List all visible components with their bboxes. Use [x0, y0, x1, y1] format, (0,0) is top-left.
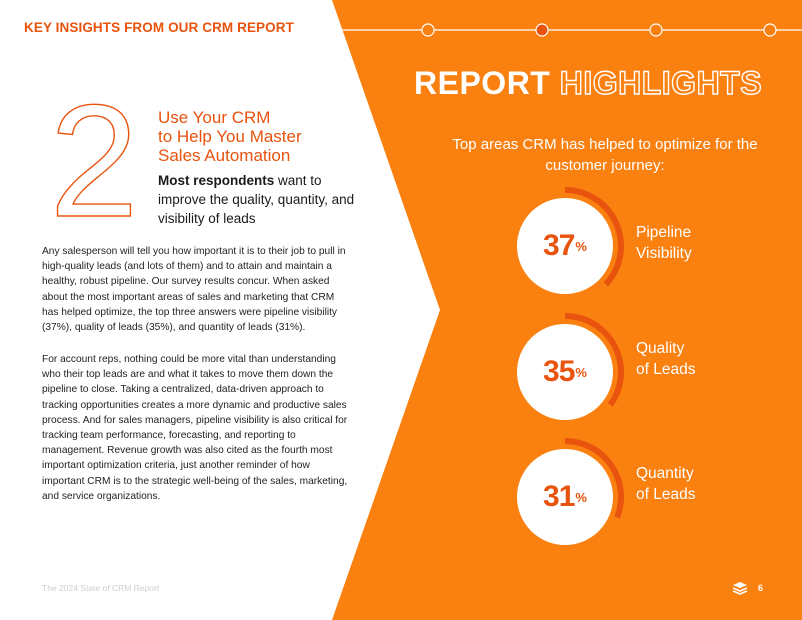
page-number: 6 [758, 583, 764, 593]
section-heading [158, 108, 358, 165]
stat-label-line: of Leads [636, 361, 696, 378]
svg-text:2: 2 [49, 90, 139, 230]
heading-line: Sales Automation [158, 146, 291, 165]
stat-circle [517, 324, 613, 420]
progress-dot-4 [764, 24, 776, 36]
title-solid: REPORT [414, 65, 551, 101]
stat-label-line: Quantity [636, 465, 694, 482]
heading-line: to Help You Master [158, 127, 302, 146]
section-subhead [158, 171, 358, 228]
highlights-subtitle: Top areas CRM has helped to optimize for the customer journey: [452, 136, 758, 174]
stat-label-line: of Leads [636, 486, 696, 503]
title-outline: HIGHLIGHTS [559, 65, 763, 101]
progress-dot-3 [650, 24, 662, 36]
stat-value: 35 [543, 355, 575, 388]
report-highlights-title [414, 65, 762, 102]
progress-indicator [330, 18, 802, 42]
header-title: KEY INSIGHTS FROM OUR CRM REPORT [24, 20, 294, 35]
stat-label-line: Pipeline [636, 224, 692, 241]
stat-pipeline-visibility [517, 198, 617, 298]
footer-report-name: The 2024 State of CRM Report [42, 583, 160, 593]
stat-label-line: Visibility [636, 245, 692, 262]
stat-quality-of-leads [517, 324, 617, 424]
section-number [36, 90, 156, 230]
body-paragraph-2: For account reps, nothing could be more vital than understanding who their top leads are and what it takes to move them down the pipeline to close. Taking a centralized, data-driven approach to tracking opportunities creates a more dynamic and productive sales process. And for sales managers, pipeline visibility is also critical for tracking team performance, forecasting, and reporting to management. Revenue growth was also cited as the fourth most important optimization criteria, just another reminder of how important CRM is to the strategic well-being of the sales, marketing, and service organizations. [42, 354, 348, 502]
subhead-bold: Most respondents [158, 173, 275, 188]
stat-circle [517, 449, 613, 545]
stat-value: 37 [543, 229, 575, 262]
heading-line: Use Your CRM [158, 108, 271, 127]
subhead-rest: want to improve the quality, quantity, and visibility of leads [158, 173, 355, 226]
stack-layers-icon [732, 581, 748, 595]
stat-unit: % [575, 489, 587, 505]
stat-label-pipeline-visibility [636, 222, 692, 264]
stat-unit: % [575, 238, 587, 254]
stat-label-line: Quality [636, 340, 685, 357]
progress-dot-2 [536, 24, 548, 36]
body-paragraph-1: Any salesperson will tell you how important it is to their job to pull in high-quality leads (and lots of them) and to attain and maintain a healthy, robust pipeline. Our survey results concur. When asked about the most important areas of sales and marketing that CRM has helped optimize, the top three answers were pipeline visibility (37%), quality of leads (35%), and quantity of leads (31%). [42, 246, 346, 334]
progress-dot-1 [422, 24, 434, 36]
stat-circle [517, 198, 613, 294]
stat-label-quantity-of-leads [636, 463, 695, 505]
stat-quantity-of-leads [517, 449, 617, 549]
stat-value: 31 [543, 480, 575, 513]
stat-label-quality-of-leads [636, 338, 695, 380]
stat-unit: % [575, 364, 587, 380]
